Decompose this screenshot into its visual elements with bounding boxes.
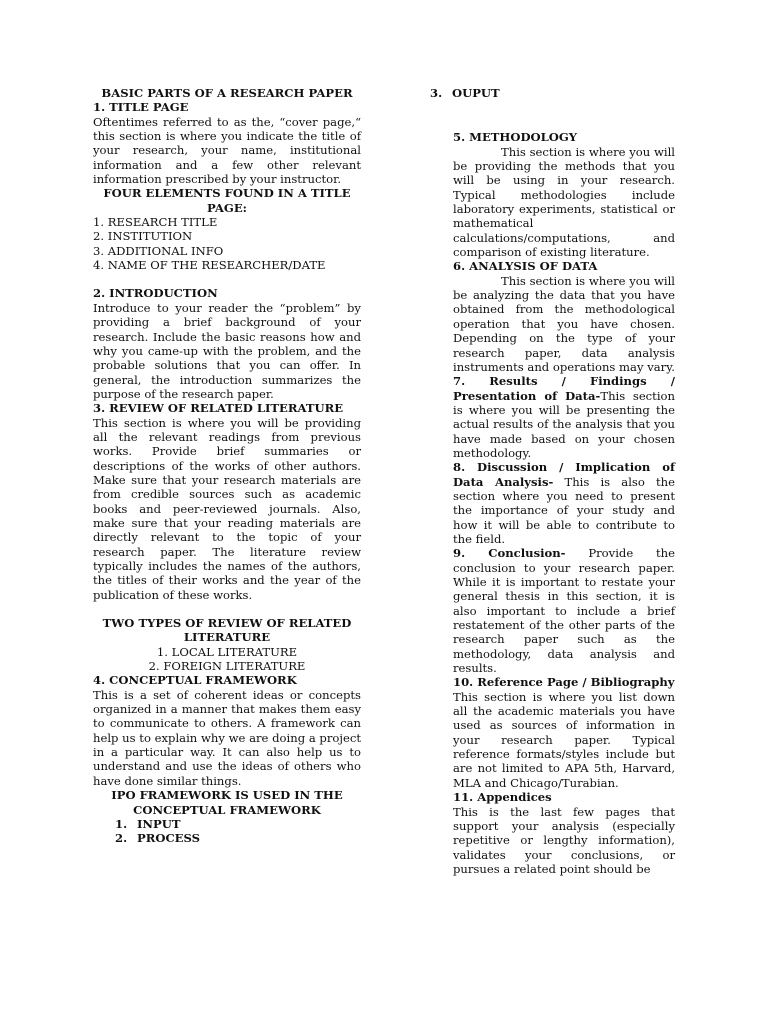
review-literature-heading: 3. REVIEW OF RELATED LITERATURE <box>93 401 344 416</box>
ipo-heading: IPO FRAMEWORK IS USED IN THE CONCEPTUAL FRAMEWORK <box>111 788 343 817</box>
results-heading: 7. Results / Findings / Presentation of Data- <box>453 374 675 403</box>
left-column <box>93 86 361 846</box>
discussion-text: This is also the section where you need to present the importance of your study and how it will be able to contribute to the field. <box>453 474 675 546</box>
document-title: BASIC PARTS OF A RESEARCH PAPER <box>101 86 353 100</box>
list-item: 4. NAME OF THE RESEARCHER/DATE <box>93 258 326 273</box>
results-section <box>453 374 675 460</box>
list-label: INPUT <box>137 816 181 831</box>
results-text: This section is where you will be presenting the actual results of the analysis that you have made based on your chosen methodology. <box>453 388 675 460</box>
list-item <box>93 831 361 845</box>
list-item: 1. LOCAL LITERATURE <box>156 644 298 659</box>
title-page-text: Oftentimes referred to as the, “cover page,“ this section is where you indicate the title of your research, your name, institutional information and a few other relevant information prescribed by your instructor. <box>93 114 361 187</box>
list-number: 3. <box>430 86 443 100</box>
list-item: 2. FOREIGN LITERATURE <box>148 659 306 674</box>
analysis-text: This section is where you will be analyzing the data that you have obtained from the methodological operation that you have chosen. Depending on the type of your research paper, data analysis instruments and operations may vary. <box>453 273 675 374</box>
reference-heading: 10. Reference Page / Bibliography <box>453 675 675 690</box>
discussion-heading: 8. Discussion / Implication of Data Analysis- <box>453 460 675 489</box>
review-literature-text: This section is where you will be providing all the relevant readings from previous works. Provide brief summaries or descriptions of the works of other authors. Make sure that your research materials are from credible sources such as academic books and peer-reviewed journals. Also, make sure that your reading materials are directly relevant to the topic of your research paper. The literature review typically includes the names of the authors, the titles of their works and the year of the publication of these works. <box>93 415 361 602</box>
methodology-heading: 5. METHODOLOGY <box>453 130 578 145</box>
list-item: 3. ADDITIONAL INFO <box>93 243 224 258</box>
list-item: 2. INSTITUTION <box>93 229 193 244</box>
appendices-heading: 11. Appendices <box>453 790 552 805</box>
conceptual-framework-heading: 4. CONCEPTUAL FRAMEWORK <box>93 673 297 688</box>
conclusion-heading: 9. Conclusion- <box>453 546 566 561</box>
list-label: PROCESS <box>137 831 201 846</box>
list-number: 2. <box>115 831 128 846</box>
reference-text: This section is where you list down all the academic materials you have used as sources of information in your research paper. Typical reference formats/styles include but are not limited to APA 5th, Harvard, MLA and Chicago/Turabian. <box>453 689 675 790</box>
conceptual-framework-text: This is a set of coherent ideas or concepts organized in a manner that makes them easy to communicate to others. A framework can help us to explain why we are doing a project in a particular way. It can also help us to understand and use the ideas of others who have done similar things. <box>93 687 361 788</box>
list-item <box>430 86 675 100</box>
introduction-text: Introduce to your reader the “problem” by providing a brief background of your research. Include the basic reasons how and why you came-up with the problem, and the probable solutions that you can offer. In general, the introduction summarizes the purpose of the research paper. <box>93 300 361 401</box>
two-types-heading: TWO TYPES OF REVIEW OF RELATED LITERATURE <box>102 616 352 645</box>
list-number: 1. <box>115 816 128 831</box>
analysis-heading: 6. ANALYSIS OF DATA <box>453 259 598 274</box>
conclusion-text: Provide the conclusion to your research paper. While it is important to restate your general thesis in this section, it is also important to include a brief restatement of the other parts of the research paper such as the methodology, data analysis and results. <box>453 546 675 676</box>
conclusion-section <box>453 546 675 675</box>
title-page-heading: 1. TITLE PAGE <box>93 100 189 115</box>
methodology-text: This section is where you will be providing the methods that you will be using in your research. Typical methodologies include laboratory experiments, statistical or mathematical calculations/computations, and comparison of existing literature. <box>453 144 675 260</box>
discussion-section <box>453 460 675 546</box>
right-column <box>430 86 675 876</box>
four-elements-heading: FOUR ELEMENTS FOUND IN A TITLE PAGE: <box>103 186 351 215</box>
introduction-heading: 2. INTRODUCTION <box>93 286 218 301</box>
list-label: OUPUT <box>452 86 500 100</box>
list-item: 1. RESEARCH TITLE <box>93 215 218 230</box>
appendices-text: This is the last few pages that support your analysis (especially repetitive or lengthy information), validates your conclusions, or pursues a related point should be <box>453 804 675 876</box>
list-item <box>93 817 361 831</box>
